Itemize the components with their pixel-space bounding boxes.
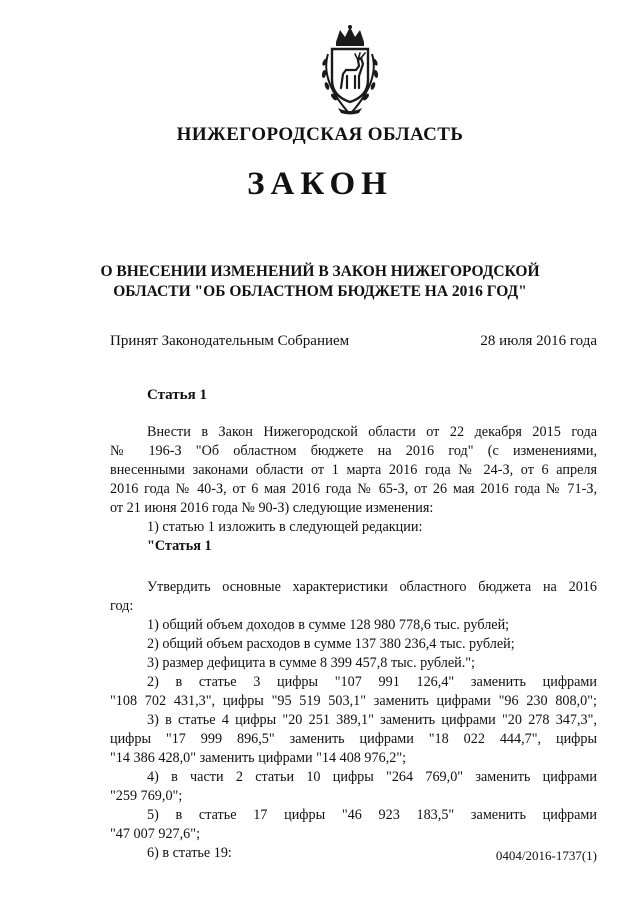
- body-line: 6) в статье 19:: [147, 845, 232, 861]
- document-code: 0404/2016-1737(1): [495, 848, 597, 863]
- body-line: 1) общий объем доходов в сумме 128 980 778,6 тыс. рублей;: [147, 617, 510, 633]
- adoption-line: [110, 333, 597, 350]
- body-line: от 21 июня 2016 года № 90-З) следующие изменения:: [110, 500, 434, 516]
- coat-of-arms-icon: [312, 24, 388, 116]
- body-line: цифры "17 999 896,5" заменить цифрами "18 022 444,7", цифры: [110, 731, 597, 747]
- body-line: 5) в статье 17 цифры "46 923 183,5" заменить цифрами: [147, 807, 597, 823]
- body-line: 2) общий объем расходов в сумме 137 380 236,4 тыс. рублей;: [147, 636, 515, 652]
- body-line: 3) размер дефицита в сумме 8 399 457,8 тыс. рублей.";: [147, 655, 476, 671]
- subject-line: О ВНЕСЕНИИ ИЗМЕНЕНИЙ В ЗАКОН НИЖЕГОРОДСКОЙ: [100, 263, 540, 280]
- body-line: год:: [110, 598, 134, 614]
- body-line: 2016 года № 40-З, от 6 мая 2016 года № 65-З, от 26 мая 2016 года № 71-З,: [110, 481, 597, 497]
- body-line: № 196-З "Об областном бюджете на 2016 год" (с изменениями,: [110, 443, 597, 459]
- body-line: 4) в части 2 статьи 10 цифры "264 769,0" заменить цифрами: [147, 769, 597, 785]
- body-line: 2) в статье 3 цифры "107 991 126,4" заменить цифрами: [147, 674, 597, 690]
- body-line: Утвердить основные характеристики областного бюджета на 2016: [147, 579, 597, 595]
- adoption-date: 28 июля 2016 года: [480, 333, 597, 349]
- quoted-article-title: "Статья 1: [147, 538, 212, 554]
- body-line: "14 386 428,0" заменить цифрами "14 408 976,2";: [110, 750, 407, 766]
- adopted-by: Принят Законодательным Собранием: [110, 333, 350, 349]
- subject-line: ОБЛАСТИ "ОБ ОБЛАСТНОМ БЮДЖЕТЕ НА 2016 ГОД": [113, 283, 527, 300]
- body-line: 1) статью 1 изложить в следующей редакции:: [147, 519, 423, 535]
- article-title: Статья 1: [147, 387, 207, 403]
- body-line: "47 007 927,6";: [110, 826, 201, 842]
- body-line: Внести в Закон Нижегородской области от 22 декабря 2015 года: [147, 424, 597, 440]
- body-line: внесенными законами области от 1 марта 2016 года № 24-З, от 6 апреля: [110, 462, 597, 478]
- article-body: [110, 423, 597, 863]
- body-line: "259 769,0";: [110, 788, 183, 804]
- law-subject: [100, 262, 540, 302]
- region-title: НИЖЕГОРОДСКАЯ ОБЛАСТЬ: [176, 124, 464, 145]
- document-type: ЗАКОН: [247, 166, 393, 202]
- body-line: "108 702 431,3", цифры "95 519 503,1" заменить цифрами "96 230 808,0";: [110, 693, 597, 709]
- body-line: 3) в статье 4 цифры "20 251 389,1" заменить цифрами "20 278 347,3",: [147, 712, 597, 728]
